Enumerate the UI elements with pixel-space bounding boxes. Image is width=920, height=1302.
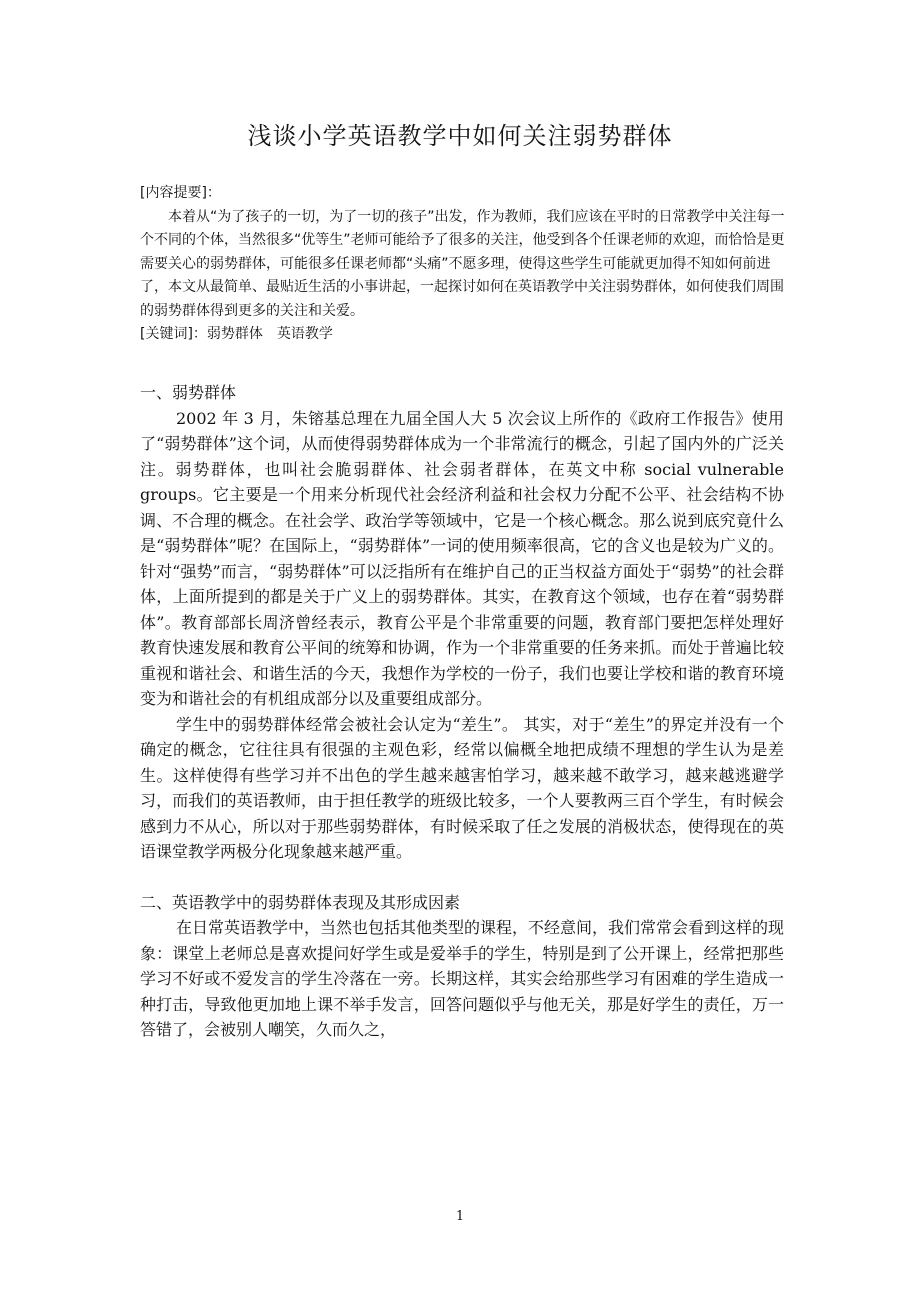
- paragraph: 在日常英语教学中，当然也包括其他类型的课程，不经意间，我们常常会看到这样的现象：课堂上老师总是喜欢提问好学生或是爱举手的学生，特别是到了公开课上，经常把那些学习不好或不爱发言的学生冷落在一旁。长期这样，其实会给那些学习有困难的学生造成一种打击，导致他更加地上课不举手发言，回答问题似乎与他无关，那是好学生的责任，万一答错了，会被别人嘲笑，久而久之，: [140, 918, 785, 1039]
- abstract-label: [内容提要]：: [140, 185, 221, 201]
- paragraph: 学生中的弱势群体经常会被社会认定为“差生”。 其实，对于“差生”的界定并没有一个确定的概念，它往往具有很强的主观色彩，经常以偏概全地把成绩不理想的学生认为是差生。这样使得有些学习并不出色的学生越来越害怕学习，越来越不敢学习，越来越逃避学习，而我们的英语教师，由于担任教学的班级比较多，一个人要教两三百个学生，有时候会感到力不从心，所以对于那些弱势群体，有时候采取了任之发展的消极状态，使得现在的英语课堂教学两极分化现象越来越严重。: [140, 714, 784, 861]
- body-text: [140, 380, 784, 1043]
- paragraph: 2002 年 3 月，朱镕基总理在九届全国人大 5 次会议上所作的《政府工作报告》使用了“弱势群体”这个词，从而使得弱势群体成为一个非常流行的概念，引起了国内外的广泛关注。弱势群体，也叫社会脆弱群体、社会弱者群体，在英文中称 social vulnerable groups。它主要是一个用来分析现代社会经济利益和社会权力分配不公平、社会结构不协调、不合理的概念。在社会学、政治学等领域中，它是一个核心概念。那么说到底究竟什么是“弱势群体”呢？在国际上，“弱势群体”一词的使用频率很高，它的含义也是较为广义的。针对“强势”而言，“弱势群体”可以泛指所有在维护自己的正当权益方面处于“弱势”的社会群体，上面所提到的都是关于广义上的弱势群体。其实，在教育这个领域，也存在着“弱势群体”。教育部部长周济曾经表示，教育公平是个非常重要的问题，教育部门要把怎样处理好教育快速发展和教育公平间的统筹和协调，作为一个非常重要的任务来抓。而处于普遍比较重视和谐社会、和谐生活的今天，我想作为学校的一份子，我们也要让学校和谐的教育环境变为和谐社会的有机组成部分以及重要组成部分。: [140, 408, 784, 708]
- abstract-text: 本着从“为了孩子的一切，为了一切的孩子”出发，作为教师，我们应该在平时的日常教学中关注每一个不同的个体，当然很多“优等生”老师可能给予了很多的关注，他受到各个任课老师的欢迎，而恰恰是更需要关心的弱势群体，可能很多任课老师都“头痛”不愿多理，使得这些学生可能就更加得不知如何前进了，本文从最简单、最贴近生活的小事讲起，一起探讨如何在英语教学中关注弱势群体，如何使我们周围的弱势群体得到更多的关注和关爱。: [140, 208, 785, 319]
- section-heading: 二、英语教学中的弱势群体表现及其形成因素: [140, 892, 461, 912]
- document-title: 浅谈小学英语教学中如何关注弱势群体: [247, 122, 673, 150]
- section-heading: 一、弱势群体: [140, 383, 237, 402]
- page-number: 1: [455, 1209, 465, 1224]
- abstract-block: [140, 182, 788, 347]
- keywords-line: [关键词]：弱势群体 英语教学: [140, 326, 333, 342]
